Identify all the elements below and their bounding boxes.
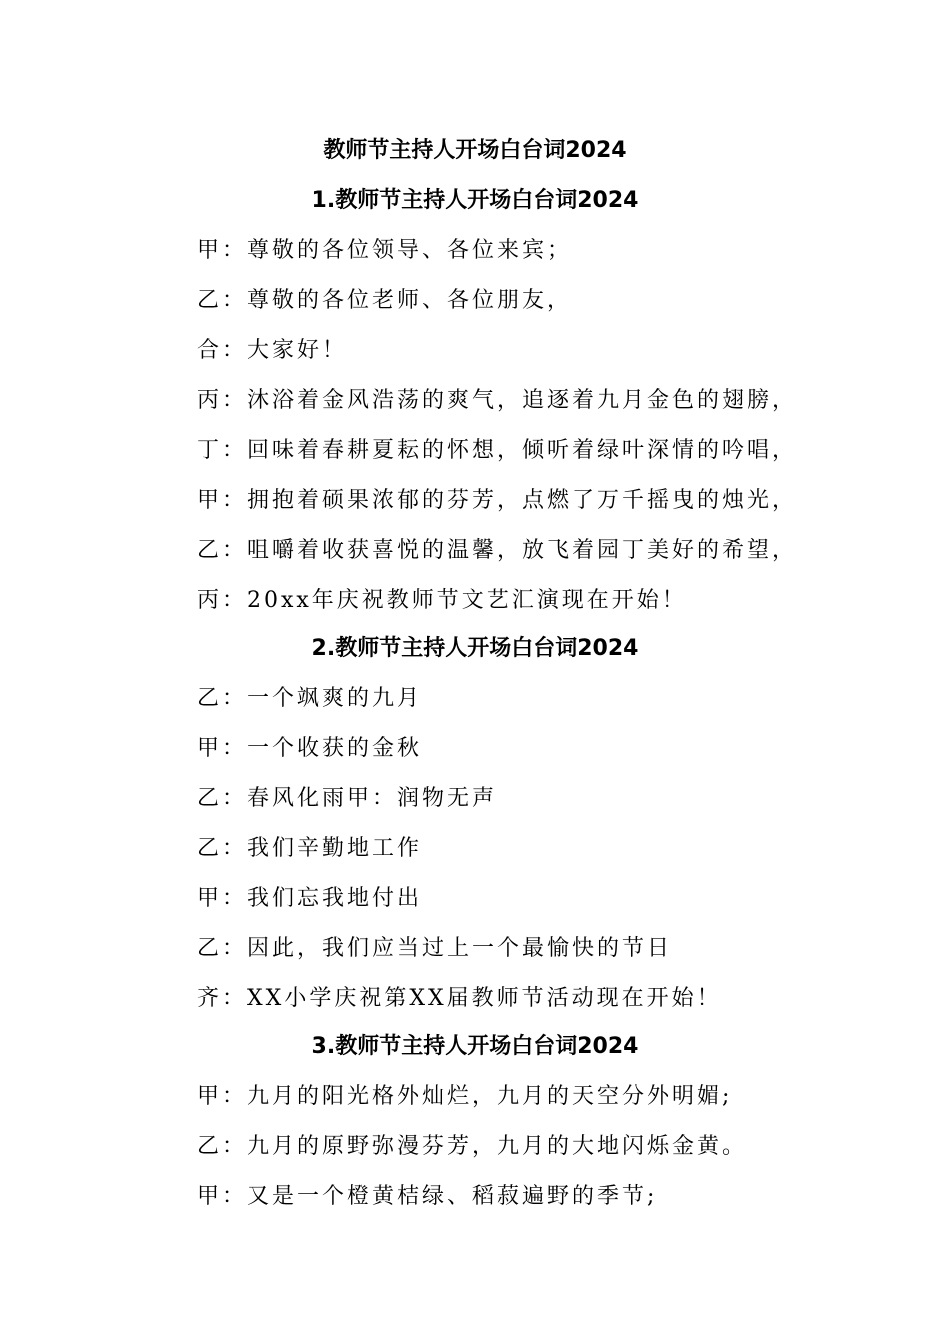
- script-line: 乙：九月的原野弥漫芬芳，九月的大地闪烁金黄。: [197, 1134, 748, 1159]
- script-line: 丁：回味着春耕夏耘的怀想，倾听着绿叶深情的吟唱，: [197, 438, 798, 463]
- script-line: 甲：一个收获的金秋: [197, 736, 423, 761]
- section-heading-3: 3.教师节主持人开场白台词2024: [311, 1034, 639, 1059]
- script-line: 乙：尊敬的各位老师、各位朋友，: [197, 288, 573, 313]
- script-line: 合：大家好！: [197, 338, 348, 363]
- script-line: 齐：XX小学庆祝第XX届教师节活动现在开始！: [197, 986, 722, 1011]
- script-line: 甲：尊敬的各位领导、各位来宾；: [197, 238, 573, 263]
- script-line: 丙：沐浴着金风浩荡的爽气，追逐着九月金色的翅膀，: [197, 388, 798, 413]
- script-line: 乙：我们辛勤地工作: [197, 836, 423, 861]
- script-line: 乙：春风化雨甲：润物无声: [197, 786, 498, 811]
- script-line: 乙：咀嚼着收获喜悦的温馨，放飞着园丁美好的希望，: [197, 538, 798, 563]
- script-line: 甲：九月的阳光格外灿烂，九月的天空分外明媚;: [197, 1084, 733, 1109]
- script-line: 甲：拥抱着硕果浓郁的芬芳，点燃了万千摇曳的烛光，: [197, 488, 798, 513]
- script-line: 丙：20xx年庆祝教师节文艺汇演现在开始！: [197, 588, 687, 613]
- script-line: 甲：我们忘我地付出: [197, 886, 423, 911]
- script-line: 乙：一个飒爽的九月: [197, 686, 423, 711]
- document-title: 教师节主持人开场白台词2024: [323, 138, 627, 163]
- script-line: 甲：又是一个橙黄桔绿、稻菽遍野的季节;: [197, 1184, 658, 1209]
- script-line: 乙：因此，我们应当过上一个最愉快的节日: [197, 936, 673, 961]
- section-heading-2: 2.教师节主持人开场白台词2024: [311, 636, 639, 661]
- section-heading-1: 1.教师节主持人开场白台词2024: [311, 188, 639, 213]
